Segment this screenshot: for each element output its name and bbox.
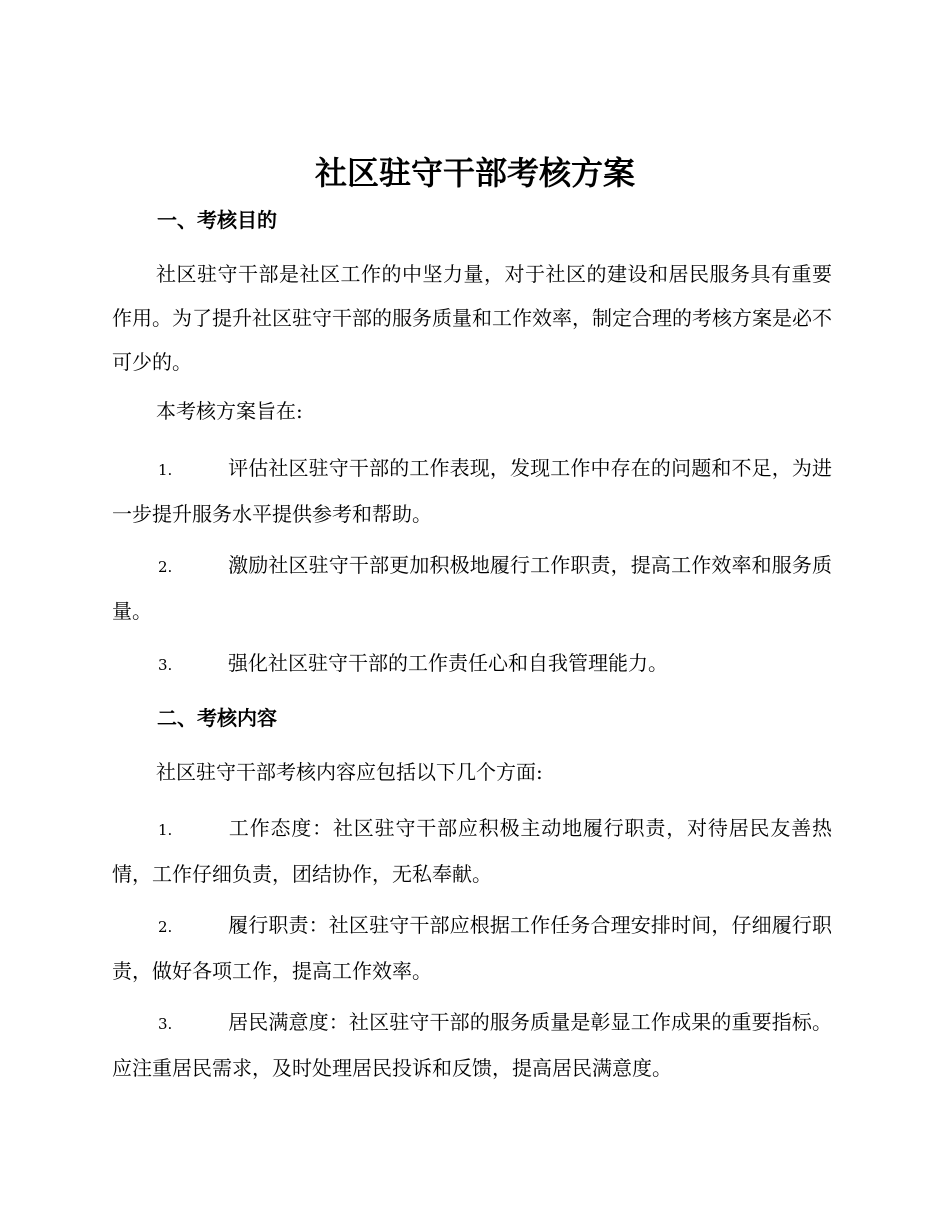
list-item-text: 激励社区驻守干部更加积极地履行工作职责，提高工作效率和服务质量。 xyxy=(112,553,832,623)
paragraph-aims: 本考核方案旨在: xyxy=(156,399,303,423)
list-item xyxy=(112,543,832,633)
list-item xyxy=(112,806,832,896)
list-item-text: 强化社区驻守干部的工作责任心和自我管理能力。 xyxy=(228,651,668,675)
paragraph-content-intro: 社区驻守干部考核内容应包括以下几个方面: xyxy=(156,760,543,784)
list-item xyxy=(112,641,832,687)
list-item-text: 评估社区驻守干部的工作表现，发现工作中存在的问题和不足，为进一步提升服务水平提供参考和帮助。 xyxy=(112,456,832,526)
list-number: 3. xyxy=(158,656,173,674)
list-number: 1. xyxy=(158,461,173,479)
paragraph-intro: 社区驻守干部是社区工作的中坚力量，对于社区的建设和居民服务具有重要作用。为了提升社区驻守干部的服务质量和工作效率，制定合理的考核方案是必不可少的。 xyxy=(112,262,832,374)
section-heading-content: 二、考核内容 xyxy=(157,706,277,730)
list-number: 1. xyxy=(158,821,173,839)
list-item-text: 履行职责：社区驻守干部应根据工作任务合理安排时间，仔细履行职责，做好各项工作，提高工作效率。 xyxy=(112,913,832,983)
list-item xyxy=(112,1000,832,1090)
list-item xyxy=(112,903,832,993)
list-number: 2. xyxy=(158,918,173,936)
list-item-text: 工作态度：社区驻守干部应积极主动地履行职责，对待居民友善热情，工作仔细负责，团结协作，无私奉献。 xyxy=(112,816,832,886)
list-item-text: 居民满意度：社区驻守干部的服务质量是彰显工作成果的重要指标。应注重居民需求，及时处理居民投诉和反馈，提高居民满意度。 xyxy=(112,1010,832,1080)
list-item xyxy=(112,446,832,536)
section-heading-purpose: 一、考核目的 xyxy=(157,208,277,232)
list-number: 2. xyxy=(158,558,173,576)
list-number: 3. xyxy=(158,1015,173,1033)
document-title: 社区驻守干部考核方案 xyxy=(314,154,635,192)
